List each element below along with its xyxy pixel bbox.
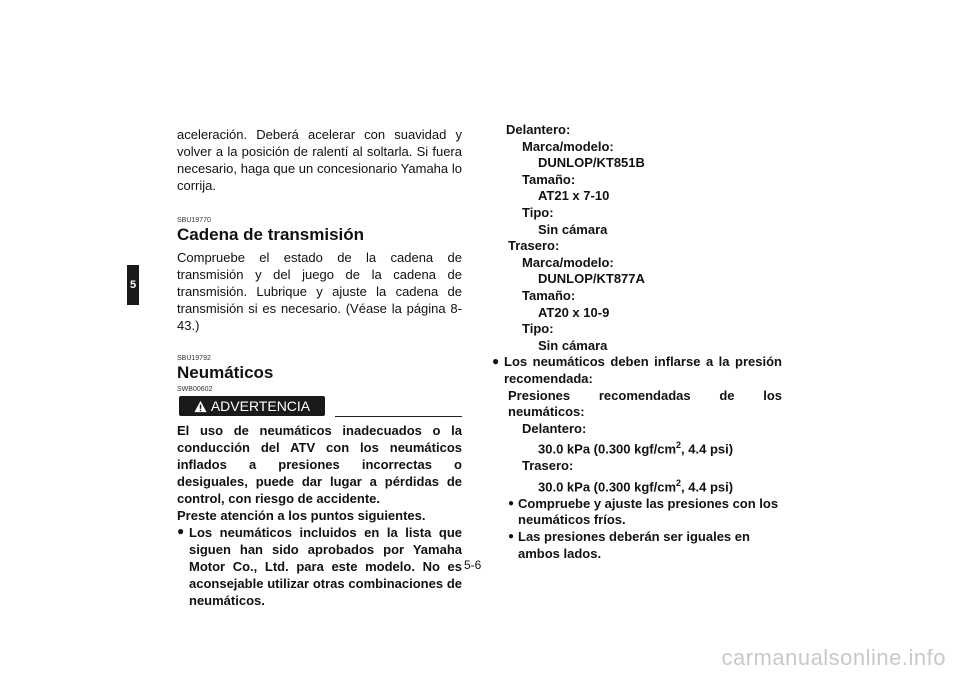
pressure-rear-value	[492, 475, 782, 496]
front-brand-label: Marca/modelo:	[522, 138, 614, 154]
front-size-value: AT21 x 7-10	[538, 188, 610, 204]
warning-code: SWB00602	[177, 386, 213, 393]
pressure-rear-tail: , 4.4 psi)	[681, 479, 734, 495]
front-label: Delantero:	[506, 122, 571, 137]
bullet-icon: ●	[177, 524, 185, 538]
rear-size-value: AT20 x 10-9	[538, 304, 610, 320]
cold-check-text: Compruebe y ajuste las presiones con los neumáticos fríos.	[518, 495, 779, 528]
pressure-rear-exponent: 2	[676, 477, 682, 488]
warning-text: El uso de neumáticos inadecuados o la conducción del ATV con los neumáticos inflados a presiones incorrectas o desiguales, puede dar lugar a pérdidas de control, con riesgo de accidente.	[177, 423, 462, 506]
warning-label: ADVERTENCIA	[210, 398, 311, 414]
pressure-front-tail: , 4.4 psi)	[681, 441, 734, 457]
equal-pressure-text: Las presiones deberán ser iguales en ambos lados.	[518, 528, 750, 561]
pressure-heading: Presiones recomendadas de los neumáticos:	[508, 387, 782, 420]
sub-bullet-icon: ●	[508, 497, 515, 509]
front-type-value: Sin cámara	[538, 221, 608, 237]
front-size-label: Tamaño:	[522, 171, 576, 187]
tires-section-code: SBU19792	[177, 355, 211, 362]
pressure-rear-number: 30.0 kPa (0.300 kgf/cm	[538, 479, 677, 495]
follow-points-text: Preste atención a los puntos siguientes.	[177, 508, 426, 523]
page-number: 5-6	[464, 558, 482, 572]
chain-section-code: SBU19770	[177, 217, 211, 224]
right-column	[492, 122, 782, 562]
chapter-tab: 5	[127, 265, 139, 305]
rear-type-label: Tipo:	[522, 321, 554, 337]
rear-label: Trasero:	[508, 238, 560, 254]
front-brand-value: DUNLOP/KT851B	[538, 155, 645, 171]
warning-rule	[335, 416, 462, 417]
cold-check-bullet	[492, 496, 782, 529]
rear-brand-value: DUNLOP/KT877A	[538, 271, 645, 287]
rear-brand-label: Marca/modelo:	[522, 254, 614, 270]
watermark: carmanualsonline.info	[721, 645, 946, 670]
intro-paragraph: aceleración. Deberá acelerar con suavidad y volver a la posición de ralentí al soltarla. Si fuera necesario, haga que un concesionario Yamaha lo corrija.	[177, 127, 462, 193]
tire-approval-bullet	[177, 524, 462, 609]
tires-heading: Neumáticos	[177, 363, 274, 382]
left-column	[177, 126, 462, 609]
chain-heading: Cadena de transmisión	[177, 225, 365, 244]
pressure-front-value	[492, 437, 782, 458]
sub-bullet-icon: ●	[508, 530, 515, 542]
warning-banner	[177, 396, 462, 422]
tire-approval-text: Los neumáticos incluidos en la lista que siguen han sido aprobados por Yamaha Motor Co., Ltd. para este modelo. No es aconsejable utilizar otras combinaciones de neumáticos.	[189, 525, 462, 608]
rear-type-value: Sin cámara	[538, 337, 608, 353]
pressure-rear-label: Trasero:	[522, 458, 574, 474]
pressure-bullet	[492, 354, 782, 387]
pressure-bullet-text: Los neumáticos deben inflarse a la presión recomendada:	[504, 354, 782, 386]
bullet-icon: ●	[492, 354, 500, 369]
warning-badge	[179, 396, 325, 416]
pressure-front-label: Delantero:	[522, 420, 587, 436]
rear-size-label: Tamaño:	[522, 287, 576, 303]
warning-triangle-icon	[194, 400, 207, 413]
equal-pressure-bullet	[492, 529, 782, 562]
front-type-label: Tipo:	[522, 204, 554, 220]
pressure-front-exponent: 2	[676, 440, 682, 451]
chain-paragraph: Compruebe el estado de la cadena de transmisión y del juego de la cadena de transmisión. Lubrique y ajuste la cadena de transmisión si es necesario. (Véase la página 8-43.)	[177, 250, 462, 333]
pressure-front-number: 30.0 kPa (0.300 kgf/cm	[538, 441, 677, 457]
